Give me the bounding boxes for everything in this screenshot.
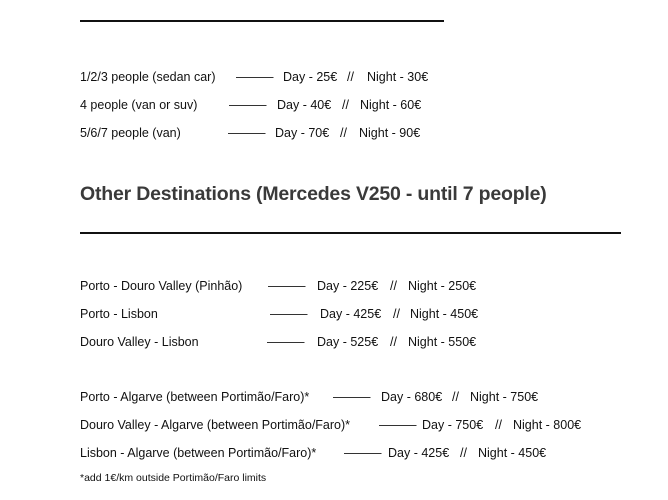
day-price: Day - 525€ <box>317 335 379 349</box>
row-label: 5/6/7 people (van) <box>80 126 181 140</box>
section-heading: Other Destinations (Mercedes V250 - until 7 people) <box>80 183 547 205</box>
dash-separator: ——— <box>333 390 371 404</box>
price-separator: // <box>340 126 347 140</box>
price-separator: // <box>452 390 459 404</box>
night-price: Night - 550€ <box>408 335 477 349</box>
route-label: Lisbon - Algarve (between Portimão/Faro)* <box>80 446 317 460</box>
day-price: Day - 25€ <box>283 70 338 84</box>
dash-separator: ——— <box>270 307 308 321</box>
footnote: *add 1€/km outside Portimão/Faro limits <box>80 472 267 484</box>
night-price: Night - 450€ <box>410 307 479 321</box>
price-separator: // <box>390 279 397 293</box>
price-separator: // <box>393 307 400 321</box>
route-label: Porto - Douro Valley (Pinhão) <box>80 279 243 293</box>
route-label: Porto - Algarve (between Portimão/Faro)* <box>80 390 310 404</box>
night-price: Night - 60€ <box>360 98 422 112</box>
dash-separator: ——— <box>344 446 382 460</box>
section-divider <box>80 232 621 234</box>
night-price: Night - 30€ <box>367 70 429 84</box>
dash-separator: ——— <box>267 335 305 349</box>
route-label: Douro Valley - Lisbon <box>80 335 199 349</box>
price-separator: // <box>347 70 354 84</box>
route-label: Porto - Lisbon <box>80 307 158 321</box>
dash-separator: ——— <box>229 98 267 112</box>
price-separator: // <box>460 446 467 460</box>
night-price: Night - 90€ <box>359 126 421 140</box>
day-price: Day - 40€ <box>277 98 332 112</box>
row-label: 1/2/3 people (sedan car) <box>80 70 216 84</box>
dash-separator: ——— <box>228 126 266 140</box>
day-price: Day - 70€ <box>275 126 330 140</box>
day-price: Day - 680€ <box>381 390 443 404</box>
dash-separator: ——— <box>268 279 306 293</box>
night-price: Night - 750€ <box>470 390 539 404</box>
price-separator: // <box>342 98 349 112</box>
day-price: Day - 750€ <box>422 418 484 432</box>
night-price: Night - 450€ <box>478 446 547 460</box>
price-separator: // <box>390 335 397 349</box>
night-price: Night - 800€ <box>513 418 582 432</box>
price-separator: // <box>495 418 502 432</box>
night-price: Night - 250€ <box>408 279 477 293</box>
section-divider-top <box>80 20 444 22</box>
day-price: Day - 425€ <box>388 446 450 460</box>
dash-separator: ——— <box>379 418 417 432</box>
dash-separator: ——— <box>236 70 274 84</box>
route-label: Douro Valley - Algarve (between Portimão/Faro)* <box>80 418 351 432</box>
day-price: Day - 225€ <box>317 279 379 293</box>
day-price: Day - 425€ <box>320 307 382 321</box>
row-label: 4 people (van or suv) <box>80 98 198 112</box>
